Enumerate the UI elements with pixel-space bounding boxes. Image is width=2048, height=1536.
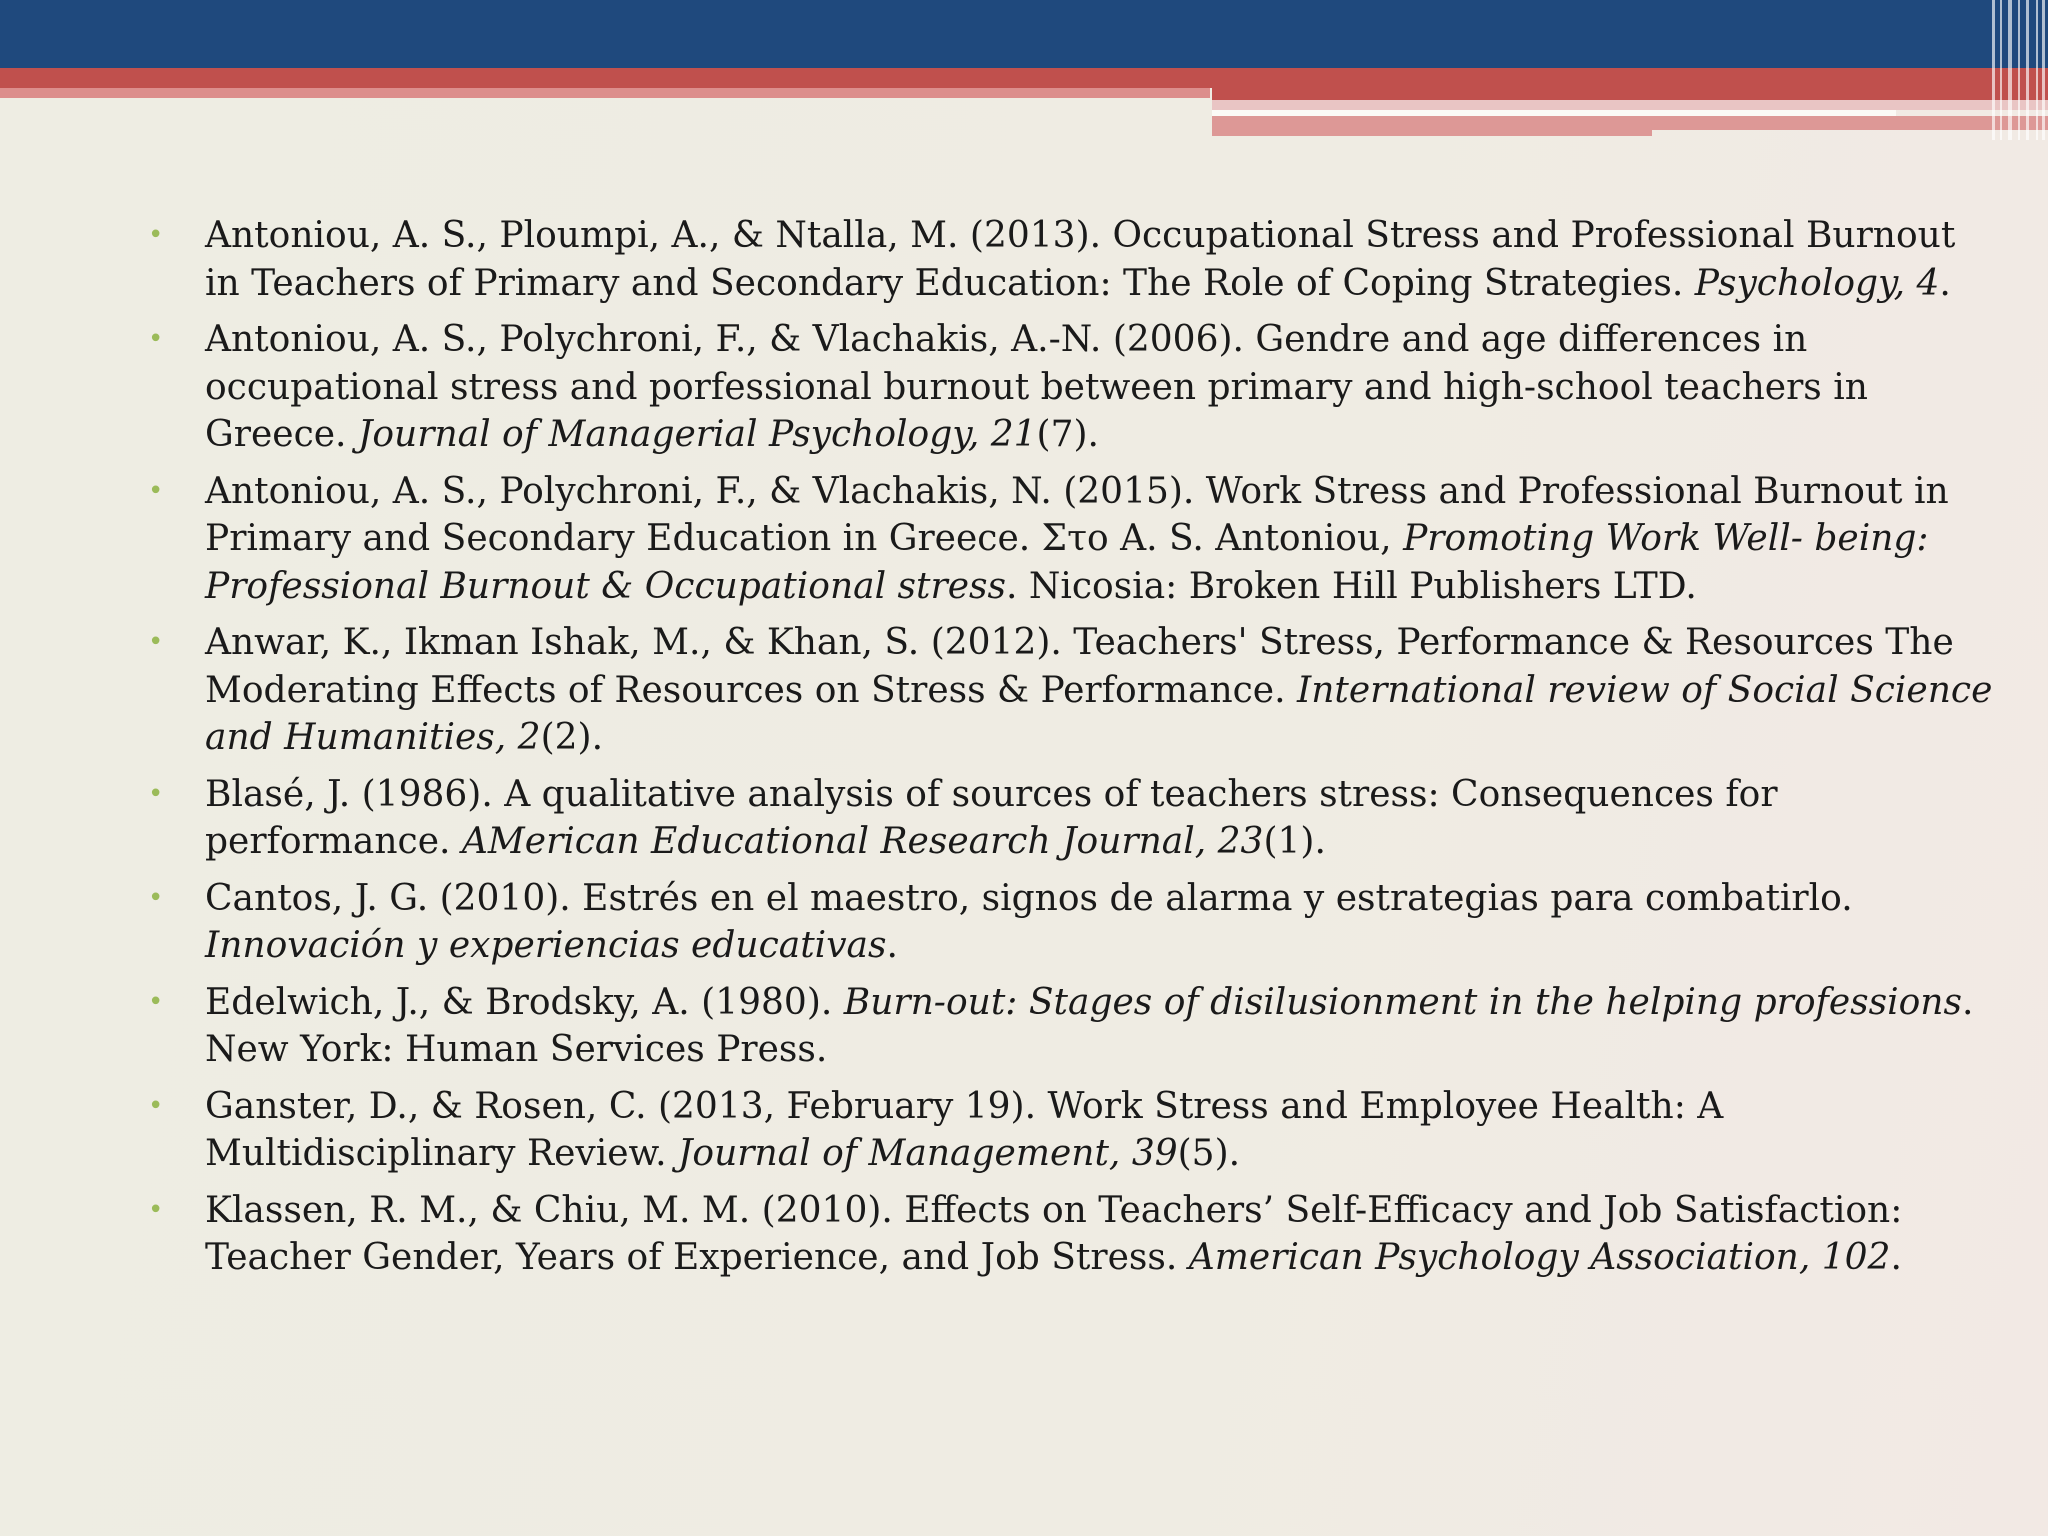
reference-line [205, 818, 1948, 866]
reference-item [148, 1187, 1948, 1282]
bullet-icon: • [148, 1194, 164, 1225]
reference-text: Multidisciplinary Review. [205, 1133, 678, 1174]
reference-line [205, 619, 1954, 667]
reference-text: Cantos, J. G. (2010). Estrés en el maestro, signos de alarma y estrategias para combatirlo. [205, 877, 1853, 919]
reference-item [148, 771, 1948, 866]
reference-item [148, 468, 1948, 611]
reference-text: (2). [540, 717, 604, 758]
bullet-icon: • [148, 1090, 164, 1121]
reference-line [205, 922, 1948, 970]
reference-text: occupational stress and porfessional burnout between primary and high-school teachers in [205, 366, 1868, 408]
bullet-icon: • [148, 882, 164, 913]
reference-line [205, 1026, 1948, 1074]
header-bar [0, 0, 2048, 68]
reference-text: Antoniou, A. S., Polychroni, F., & Vlachakis, N. (2015). Work Stress and Professional Burnout in [205, 470, 1949, 512]
reference-source-title: Innovación y experiencias educativas [205, 925, 887, 966]
reference-text: . [1961, 981, 1974, 1023]
reference-source-title: Journal of Management, 39 [677, 1133, 1178, 1174]
reference-line [205, 1187, 1948, 1235]
reference-source-title: Psychology, 4 [1694, 262, 1940, 304]
reference-item [148, 1083, 1948, 1178]
reference-item [148, 212, 1956, 307]
reference-source-title: International review of Social Science [1297, 669, 1993, 711]
reference-source-title: Journal of Managerial Psychology, 21 [357, 414, 1037, 455]
header-decorative-lines [1986, 0, 2048, 140]
reference-text: Klassen, R. M., & Chiu, M. M. (2010). Effects on Teachers’ Self-Efficacy and Job Satisfaction: [205, 1189, 1903, 1231]
reference-text: . [1939, 262, 1951, 304]
reference-text: Anwar, K., Ikman Ishak, M., & Khan, S. (2012). Teachers' Stress, Performance & Resources The [205, 622, 1954, 663]
reference-text: Teacher Gender, Years of Experience, and Job Stress. [205, 1237, 1189, 1278]
header-accent-band [0, 68, 2048, 88]
reference-line [205, 260, 1951, 308]
reference-line [205, 316, 1948, 364]
reference-text: Ganster, D., & Rosen, C. (2013, February 19). Work Stress and Employee Health: A [205, 1085, 1724, 1127]
bullet-icon: • [148, 324, 164, 354]
reference-text: Antoniou, A. S., Ploumpi, A., & Ntalla, M. (2013). Occupational Stress and Professional Burnout [205, 215, 1956, 256]
reference-text: Primary and Secondary Education in Greece. Στο A. S. Antoniou, [205, 518, 1404, 559]
reference-line [205, 364, 1948, 412]
reference-line [205, 979, 1974, 1027]
reference-source-title: American Psychology Association, 102 [1188, 1237, 1891, 1278]
reference-item [148, 875, 1948, 970]
reference-list [148, 212, 1993, 1291]
header-accent-band-light [0, 88, 1210, 98]
header-accent-step [1212, 88, 2048, 100]
reference-line [205, 667, 1993, 715]
reference-text: (7). [1036, 414, 1099, 455]
reference-source-title: Burn-out: Stages of disilusionment in the helping professions [843, 981, 1962, 1023]
reference-line [205, 714, 1948, 762]
reference-source-title: Promoting Work Well- being: [1403, 518, 1929, 559]
reference-text: Edelwich, J., & Brodsky, A. (1980). [205, 981, 844, 1023]
reference-text: performance. [205, 821, 462, 862]
bullet-icon: • [148, 778, 164, 809]
reference-text: (1). [1263, 821, 1326, 862]
reference-line [205, 771, 1948, 819]
reference-source-title: and Humanities, 2 [205, 717, 541, 758]
reference-text: Moderating Effects of Resources on Stress & Performance. [205, 669, 1297, 711]
reference-text: Antoniou, A. S., Polychroni, F., & Vlachakis, A.-N. (2006). Gendre and age differences in [205, 319, 1808, 360]
reference-item [148, 316, 1948, 459]
reference-source-title: AMerican Educational Research Journal, 23 [461, 821, 1264, 862]
bullet-icon: • [148, 627, 164, 657]
reference-line [205, 1083, 1948, 1131]
reference-text: Greece. [205, 414, 358, 455]
reference-text: (5). [1177, 1133, 1241, 1174]
reference-line [205, 1130, 1948, 1178]
reference-line [205, 468, 1948, 516]
reference-text: . Nicosia: Broken Hill Publishers LTD. [1005, 565, 1697, 607]
bullet-icon: • [148, 220, 164, 250]
reference-item [148, 619, 1993, 762]
reference-text: New York: Human Services Press. [205, 1029, 828, 1070]
reference-source-title: Professional Burnout & Occupational stress [205, 565, 1006, 607]
reference-text: Blasé, J. (1986). A qualitative analysis of sources of teachers stress: Consequences for [205, 773, 1778, 815]
header-pink-strip [1212, 100, 2048, 110]
reference-text: in Teachers of Primary and Secondary Education: The Role of Coping Strategies. [205, 262, 1695, 304]
reference-line [205, 515, 1948, 563]
reference-line [205, 1234, 1948, 1282]
reference-line [205, 875, 1948, 923]
reference-text: . [886, 925, 898, 966]
reference-line [205, 212, 1956, 260]
reference-line [205, 563, 1948, 611]
reference-line [205, 411, 1948, 459]
reference-text: . [1890, 1237, 1902, 1278]
bullet-icon: • [148, 986, 164, 1017]
reference-item [148, 979, 1974, 1074]
header-pink-strip-lower [1212, 116, 1652, 136]
bullet-icon: • [148, 475, 164, 506]
